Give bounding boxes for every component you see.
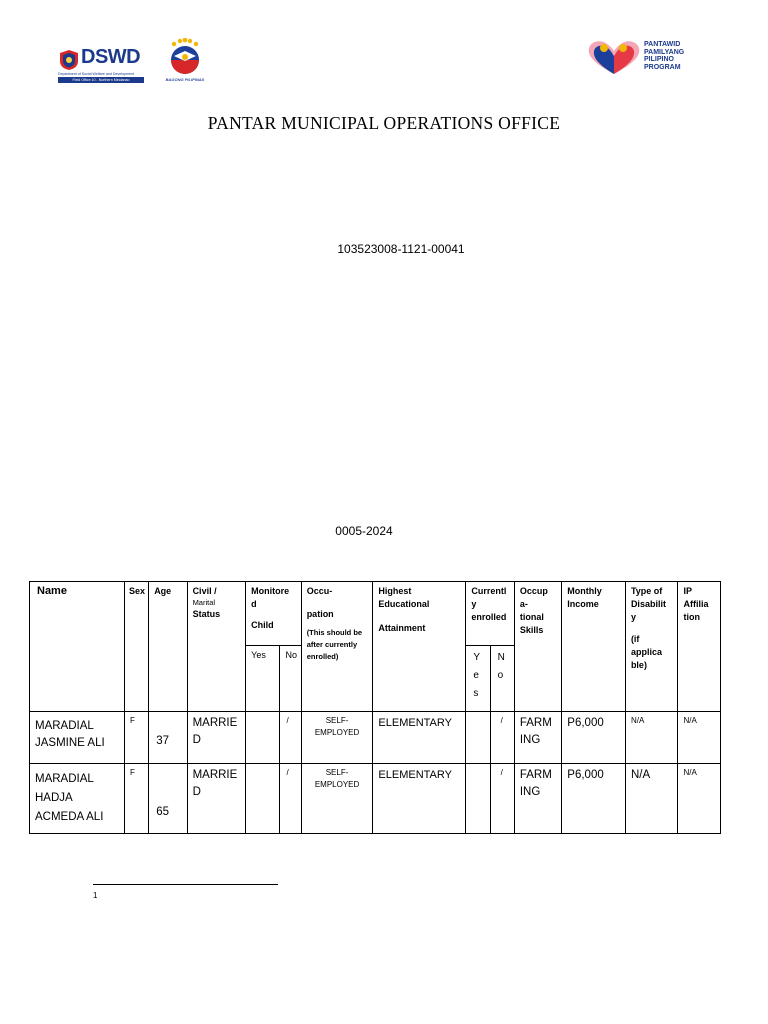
dswd-department-name: Department of Social Welfare and Development	[58, 72, 135, 76]
header-skills-line-3: tional	[519, 612, 544, 622]
header-disability-line-3: (if applica ble)	[630, 634, 662, 670]
header-occupation-note: (This should be after currently enrolled)	[306, 628, 363, 661]
header-skills-line-1: Occup	[519, 586, 548, 596]
header-monitored-line-2: d	[251, 599, 257, 609]
cell-enrolled-no: /	[490, 712, 514, 764]
cell-civil-status	[187, 764, 246, 834]
household-members-table	[29, 581, 721, 834]
cell-monitored-no: /	[280, 712, 301, 764]
cell-skills-line-1: FARM	[519, 769, 552, 781]
cell-name	[30, 712, 125, 764]
cell-age: 65	[149, 764, 187, 834]
cell-civil-status-line-1: MARRIE	[192, 717, 238, 729]
header-civil-status-line-1: Civil /	[192, 586, 217, 596]
footnote-separator	[93, 884, 278, 885]
cell-name-line-2: JASMINE ALI	[35, 737, 105, 749]
header-enrolled-no: No	[490, 646, 514, 712]
cell-skills-line-1: FARM	[519, 717, 552, 729]
header-sex: Sex	[124, 582, 148, 712]
header-enrolled-yes: Yes	[466, 646, 490, 712]
cell-education: ELEMENTARY	[373, 712, 466, 764]
cell-monitored-no: /	[280, 764, 301, 834]
header-skills-line-4: Skills	[519, 625, 544, 635]
cell-name	[30, 764, 125, 834]
table-row	[30, 712, 721, 764]
bagong-pilipinas-seal-icon	[160, 38, 210, 78]
cell-age: 37	[149, 712, 187, 764]
header-monitored-line-3: Child	[251, 620, 274, 630]
series-number: 0005-2024	[335, 524, 393, 538]
cell-occupational-skills	[514, 764, 561, 834]
cell-name-line-1: MARADIAL	[35, 720, 94, 732]
header-monitored-child	[246, 582, 302, 646]
footnote-mark: 1	[93, 891, 98, 900]
header-currently-enrolled	[466, 582, 514, 646]
cell-enrolled-yes	[466, 712, 490, 764]
cell-monthly-income: P6,000	[562, 764, 626, 834]
bagong-pilipinas-caption: BAGONG PILIPINAS	[165, 77, 205, 82]
cell-enrolled-no: /	[490, 764, 514, 834]
header-education	[373, 582, 466, 712]
cell-occupation-line-1: SELF-	[325, 716, 349, 725]
cell-monthly-income: P6,000	[562, 712, 626, 764]
cell-skills-line-2: ING	[519, 786, 541, 798]
header-monitored-yes: Yes	[246, 646, 280, 712]
cell-occupation-line-1: SELF-	[325, 768, 349, 777]
cell-occupation	[301, 712, 373, 764]
office-title: PANTAR MUNICIPAL OPERATIONS OFFICE	[207, 113, 561, 133]
cell-name-line-1: MARADIAL	[35, 773, 94, 785]
dswd-emblem-icon	[58, 49, 80, 71]
table-row	[30, 764, 721, 834]
cell-civil-status-line-2: D	[192, 734, 201, 746]
cell-civil-status	[187, 712, 246, 764]
table-header-row	[30, 582, 721, 646]
cell-civil-status-line-1: MARRIE	[192, 769, 238, 781]
header-monitored-line-1: Monitore	[251, 586, 290, 596]
cell-occupation-line-2: EMPLOYED	[314, 780, 360, 789]
cell-occupational-skills	[514, 712, 561, 764]
cell-monitored-yes	[246, 764, 280, 834]
reference-number: 103523008-1121-00041	[337, 242, 465, 256]
header-enrolled-line-3: enrolled	[471, 612, 507, 622]
cell-sex: F	[124, 712, 148, 764]
cell-ip-affiliation: N/A	[678, 712, 721, 764]
dswd-wordmark: DSWD	[81, 46, 141, 68]
cell-sex: F	[124, 764, 148, 834]
header-ip-affiliation: IP Affilia tion	[678, 582, 721, 712]
header-name: Name	[30, 582, 125, 712]
cell-ip-affiliation: N/A	[678, 764, 721, 834]
pantawid-heart-icon	[585, 38, 643, 76]
pantawid-line-4: PROGRAM	[644, 63, 681, 71]
bagong-pilipinas-logo	[160, 38, 210, 86]
header-enrolled-line-2: y	[471, 599, 477, 609]
dswd-logo	[58, 46, 144, 83]
cell-occupation-line-2: EMPLOYED	[314, 728, 360, 737]
pantawid-line-1: PANTAWID	[644, 41, 681, 48]
cell-name-line-3: ACMEDA ALI	[35, 811, 104, 823]
cell-education: ELEMENTARY	[373, 764, 466, 834]
header-civil-status	[187, 582, 246, 712]
header-monitored-no: No	[280, 646, 301, 712]
header-disability-line-2: y	[630, 612, 636, 622]
cell-skills-line-2: ING	[519, 734, 541, 746]
pantawid-logo	[585, 38, 695, 76]
header-skills-line-2: a-	[519, 599, 528, 609]
pantawid-program-name	[644, 41, 684, 71]
header-education-line-2: Attainment	[378, 623, 426, 633]
cell-occupation	[301, 764, 373, 834]
cell-name-line-2: HADJA	[35, 792, 73, 804]
header-occupation-line-1: Occu-	[306, 586, 333, 596]
header-disability	[625, 582, 678, 712]
header-education-line-1: Highest Educational	[378, 586, 430, 609]
cell-civil-status-line-2: D	[192, 786, 201, 798]
header-civil-status-line-3: Status	[192, 609, 221, 619]
header-occupational-skills	[514, 582, 561, 712]
header-occupation	[301, 582, 373, 712]
header-civil-status-line-2: Marital	[192, 598, 216, 607]
pantawid-line-2: PAMILYANG	[644, 48, 685, 56]
header-disability-line-1: Type of Disabilit	[630, 586, 666, 609]
header-age: Age	[149, 582, 187, 712]
cell-disability: N/A	[625, 764, 678, 834]
pantawid-line-3: PILIPINO	[644, 56, 674, 63]
header-occupation-line-2: pation	[306, 609, 334, 619]
header-enrolled-line-1: Currentl	[471, 586, 507, 596]
cell-enrolled-yes	[466, 764, 490, 834]
cell-monitored-yes	[246, 712, 280, 764]
dswd-field-office: Field Office 10 - Northern Mindanao	[58, 77, 144, 83]
header-monthly-income: Monthly Income	[562, 582, 626, 712]
cell-disability: N/A	[625, 712, 678, 764]
